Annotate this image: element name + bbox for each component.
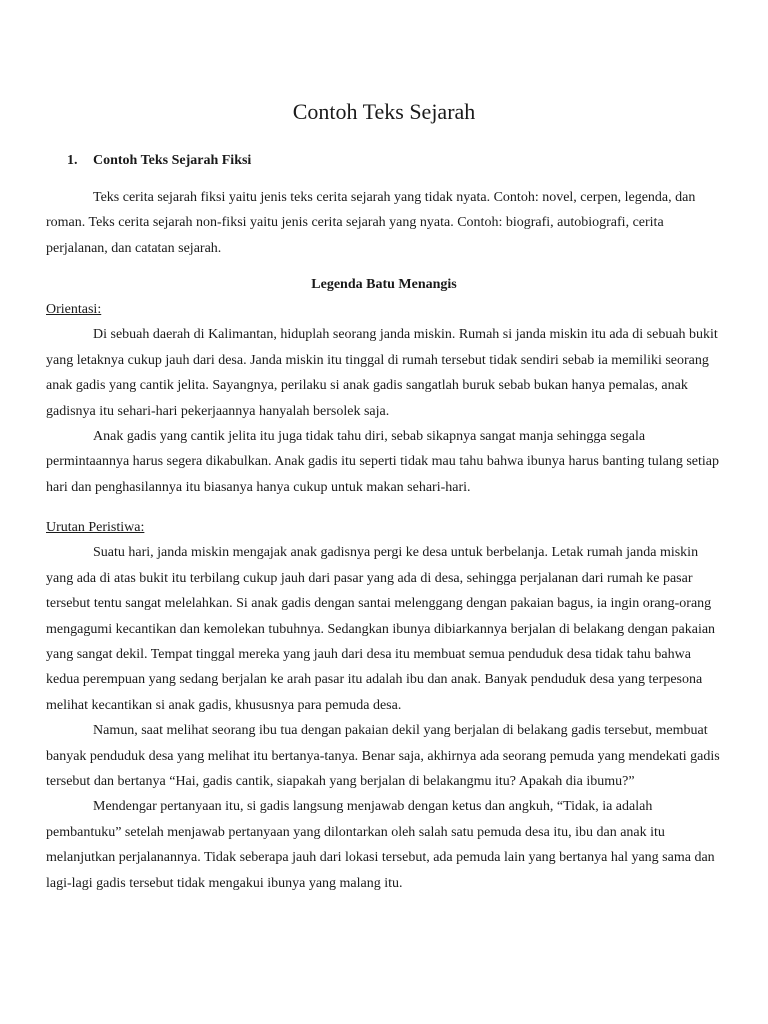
section-number: 1. xyxy=(67,153,78,168)
orientasi-paragraph-2: Anak gadis yang cantik jelita itu juga tidak tahu diri, sebab sikapnya sangat manja sehingga segala permintaannya harus segera dikabulkan. Anak gadis itu seperti tidak mau tahu bahwa ibunya harus banting tulang setiap hari dan penghasilannya itu biasanya hanya cukup untuk makan sehari-hari. xyxy=(46,429,719,495)
urutan-paragraph-2: Namun, saat melihat seorang ibu tua dengan pakaian dekil yang berjalan di belakang gadis tersebut, membuat banyak penduduk desa yang melihat itu bertanya-tanya. Benar saja, akhirnya ada seorang pemuda yang mendekati gadis tersebut dan bertanya “Hai, gadis cantik, siapakah yang berjalan di belakangmu itu? Apakah dia ibumu?” xyxy=(46,723,720,790)
orientasi-section xyxy=(46,297,722,500)
story-title: Legenda Batu Menangis xyxy=(311,277,457,292)
urutan-section xyxy=(46,515,722,896)
section-heading xyxy=(67,150,251,172)
intro-paragraph: Teks cerita sejarah fiksi yaitu jenis teks cerita sejarah yang tidak nyata. Contoh: novel, cerpen, legenda, dan roman. Teks cerita sejarah non-fiksi yaitu jenis cerita sejarah yang nyata. Contoh: biografi, autobiografi, cerita perjalanan, dan catatan sejarah. xyxy=(46,190,696,256)
orientasi-paragraph-1: Di sebuah daerah di Kalimantan, hiduplah seorang janda miskin. Rumah si janda miskin itu ada di sebuah bukit yang letaknya cukup jauh dari desa. Janda miskin itu tinggal di rumah tersebut tidak sendiri sebab ia memiliki seorang anak gadis yang cantik jelita. Sayangnya, perilaku si anak gadis sangatlah buruk sebab bukan hanya pemalas, anak gadisnya itu sehari-hari pekerjaannya hanyalah bersolek saja. xyxy=(46,327,718,419)
urutan-label: Urutan Peristiwa: xyxy=(46,520,145,535)
section-heading-text: Contoh Teks Sejarah Fiksi xyxy=(93,153,252,168)
urutan-paragraph-1: Suatu hari, janda miskin mengajak anak gadisnya pergi ke desa untuk berbelanja. Letak rumah janda miskin yang ada di atas bukit itu terbilang cukup jauh dari pasar yang ada di desa, sehingga perjalanan dari rumah ke pasar tersebut tentu sangat melelahkan. Si anak gadis dengan santai melenggang dengan pakaian bagus, ia ingin orang-orang mengagumi kecantikan dan kemolekan tubuhnya. Sedangkan ibunya dibiarkannya berjalan di belakang dengan pakaian yang sangat dekil. Tempat tinggal mereka yang jauh dari desa itu membuat semua penduduk desa tidak tahu bahwa kedua perempuan yang sedang berjalan ke arah pasar itu adalah ibu dan anak. Banyak penduduk desa yang terpesona melihat kecantikan si anak gadis, khususnya para pemuda desa. xyxy=(46,545,716,713)
orientasi-label: Orientasi: xyxy=(46,302,102,317)
urutan-paragraph-3: Mendengar pertanyaan itu, si gadis langsung menjawab dengan ketus dan angkuh, “Tidak, ia adalah pembantuku” setelah menjawab pertanyaan yang dilontarkan oleh salah satu pemuda desa itu, ibu dan anak itu melanjutkan perjalanannya. Tidak seberapa jauh dari lokasi tersebut, ada pemuda lain yang bertanya hal yang sama dan lagi-lagi gadis tersebut tidak mengakui ibunya yang malang itu. xyxy=(46,799,715,891)
intro-block xyxy=(46,185,722,261)
document-title: Contoh Teks Sejarah xyxy=(292,99,476,124)
